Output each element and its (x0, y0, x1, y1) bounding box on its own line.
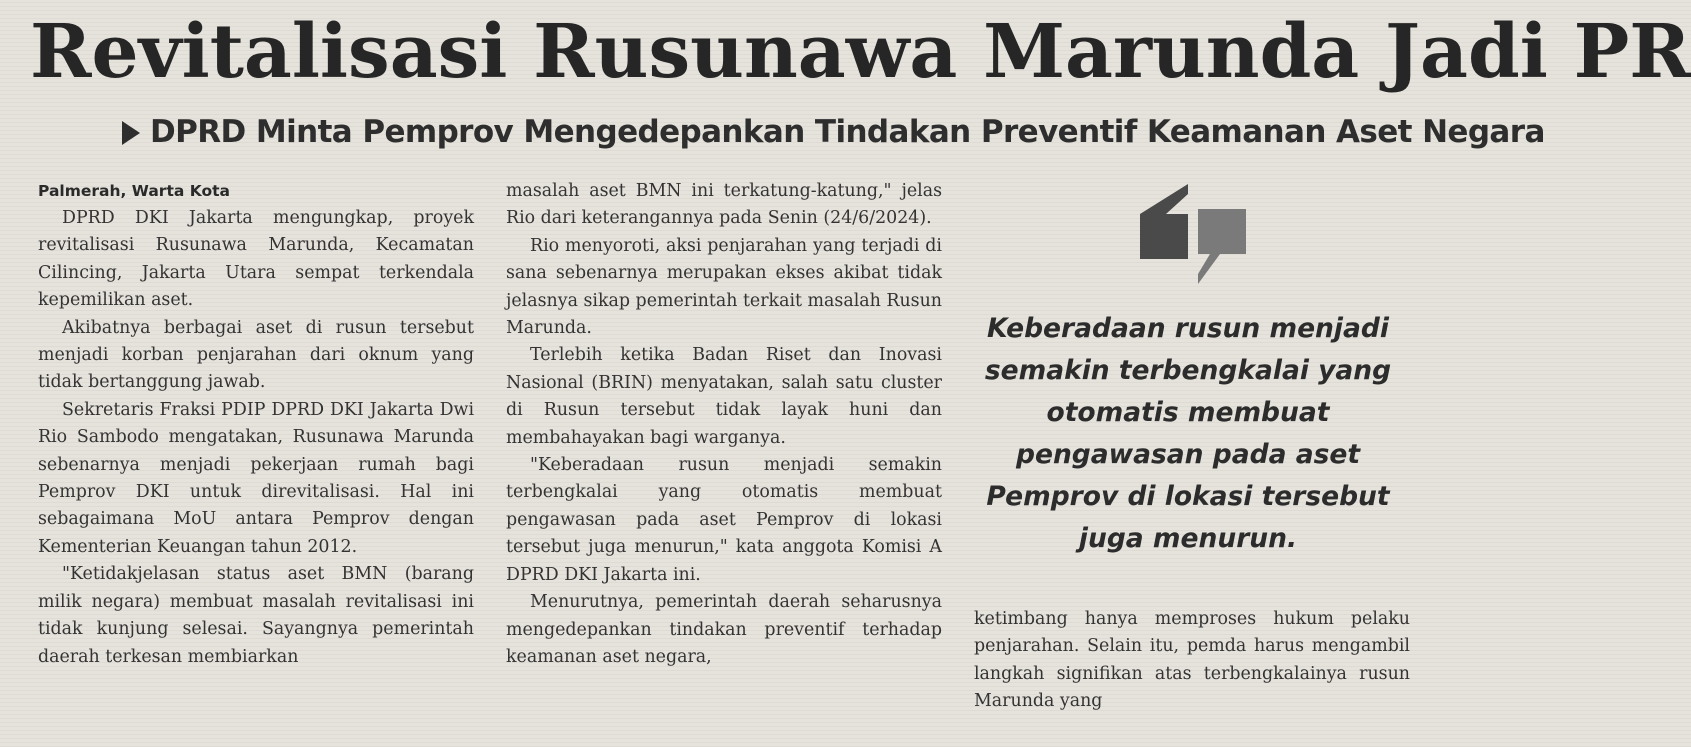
play-arrow-icon (122, 121, 140, 145)
subheadline: DPRD Minta Pemprov Mengedepankan Tindakan Preventif Keamanan Aset Negara (150, 114, 1545, 150)
headline: Revitalisasi Rusunawa Marunda Jadi PR (30, 9, 1691, 95)
paragraph: Terlebih ketika Badan Riset dan Inovasi Nasional (BRIN) menyatakan, salah satu cluster di Rusun tersebut tidak layak huni dan membahayakan bagi warganya. (506, 345, 942, 448)
paragraph: Sekretaris Fraksi PDIP DPRD DKI Jakarta Dwi Rio Sambodo mengatakan, Rusunawa Marunda sebenarnya menjadi pekerjaan rumah bagi Pemprov DKI untuk direvitalisasi. Hal ini sebagaimana MoU antara Pemprov dengan Kementerian Keuangan tahun 2012. (38, 399, 474, 557)
paragraph: Akibatnya berbagai aset di rusun tersebut menjadi korban penjarahan dari oknum yang tidak bertanggung jawab. (38, 317, 474, 393)
paragraph: Menurutnya, pemerintah daerah seharusnya mengedepankan tindakan preventif terhadap keamanan aset negara, (506, 592, 942, 667)
paragraph: DPRD DKI Jakarta mengungkap, proyek revitalisasi Rusunawa Marunda, Kecamatan Cilincing, Jakarta Utara sempat terkendala kepemilikan aset. (38, 208, 474, 311)
article-column-2 (506, 178, 942, 671)
pullquote: Keberadaan rusun menjadi semakin terbengkalai yang otomatis membuat pengawasan pada aset Pemprov di lokasi tersebut juga menurun. (984, 313, 1392, 554)
article-column-3 (974, 606, 1410, 716)
paragraph: "Keberadaan rusun menjadi semakin terbengkalai yang otomatis membuat pengawasan pada aset Pemprov di lokasi tersebut juga menurun," kata anggota Komisi A DPRD DKI Jakarta ini. (506, 455, 942, 585)
paragraph: "Ketidakjelasan status aset BMN (barang milik negara) membuat masalah revitalisasi ini tidak kunjung selesai. Sayangnya pemerintah daerah terkesan membiarkan (38, 564, 474, 667)
paragraph: Rio menyoroti, aksi penjarahan yang terjadi di sana sebenarnya merupakan ekses akibat tidak jelasnya sikap pemerintah terkait masalah Rusun Marunda. (506, 235, 942, 339)
quote-mark-icon (1138, 184, 1248, 284)
article-column-1 (38, 178, 474, 671)
dateline: Palmerah, Warta Kota (38, 182, 230, 200)
paragraph: masalah aset BMN ini terkatung-katung," jelas Rio dari keterangannya pada Senin (24/6/2024). (506, 181, 942, 229)
paragraph: ketimbang hanya memproses hukum pelaku penjarahan. Selain itu, pemda harus mengambil langkah signifikan atas terbengkalainya rusun Marunda yang (974, 609, 1410, 712)
